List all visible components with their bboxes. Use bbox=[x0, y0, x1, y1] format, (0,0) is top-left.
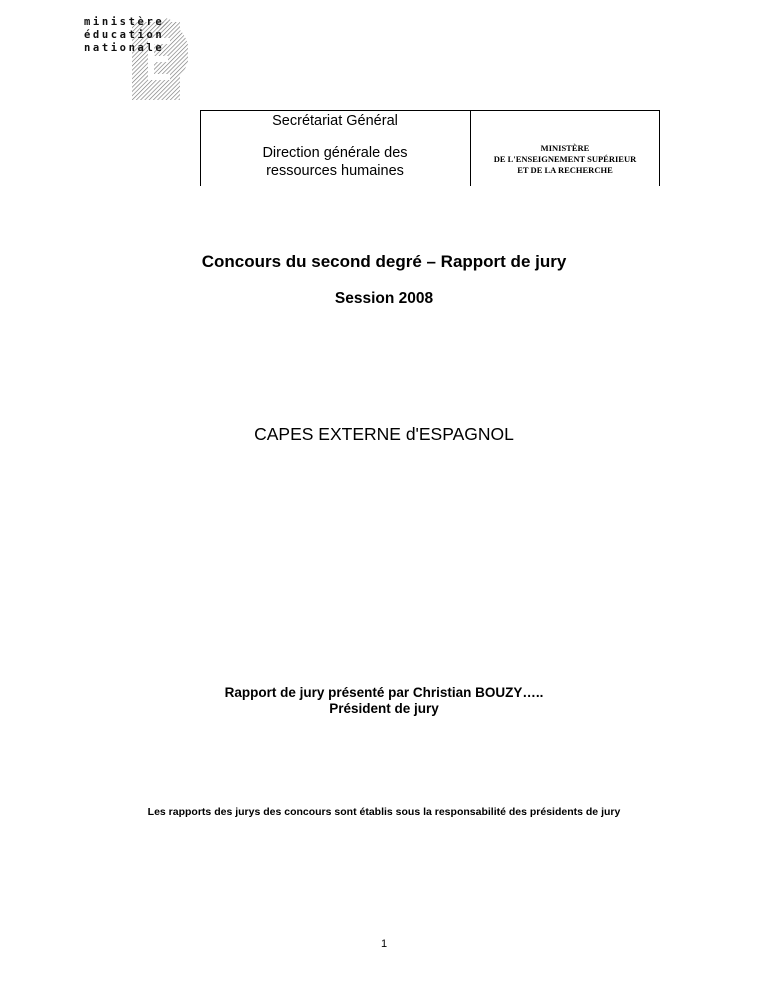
president-role: Président de jury bbox=[329, 701, 439, 716]
header-top-border bbox=[200, 110, 660, 111]
logo-line-ministere: ministère bbox=[84, 16, 165, 28]
ministry-name bbox=[471, 143, 659, 176]
secretariat-general: Secrétariat Général bbox=[272, 113, 398, 129]
direction-line-1: Direction générale des bbox=[262, 145, 408, 161]
presented-by: Rapport de jury présenté par Christian BOUZY….. bbox=[224, 685, 544, 700]
ministry-line-3: ET DE LA RECHERCHE bbox=[517, 165, 613, 175]
ministry-line-2: DE L'ENSEIGNEMENT SUPÉRIEUR bbox=[493, 154, 637, 164]
logo-line-nationale: nationale bbox=[84, 42, 165, 54]
direction-line-2: ressources humaines bbox=[266, 163, 404, 179]
ministry-logo bbox=[84, 16, 188, 102]
session-year: Session 2008 bbox=[334, 290, 434, 307]
header-table bbox=[200, 110, 660, 186]
ministry-line-1: MINISTÈRE bbox=[540, 143, 590, 153]
direction-generale bbox=[200, 144, 470, 180]
responsibility-note: Les rapports des jurys des concours sont établis sous la responsabilité des présidents de jury bbox=[147, 806, 621, 818]
document-title: Concours du second degré – Rapport de jury bbox=[201, 252, 567, 271]
page-number: 1 bbox=[380, 938, 388, 950]
header-right-border bbox=[659, 110, 660, 186]
logo-line-education: éducation bbox=[84, 29, 165, 41]
exam-name: CAPES EXTERNE d'ESPAGNOL bbox=[254, 424, 514, 444]
jury-report-credit bbox=[0, 685, 768, 717]
